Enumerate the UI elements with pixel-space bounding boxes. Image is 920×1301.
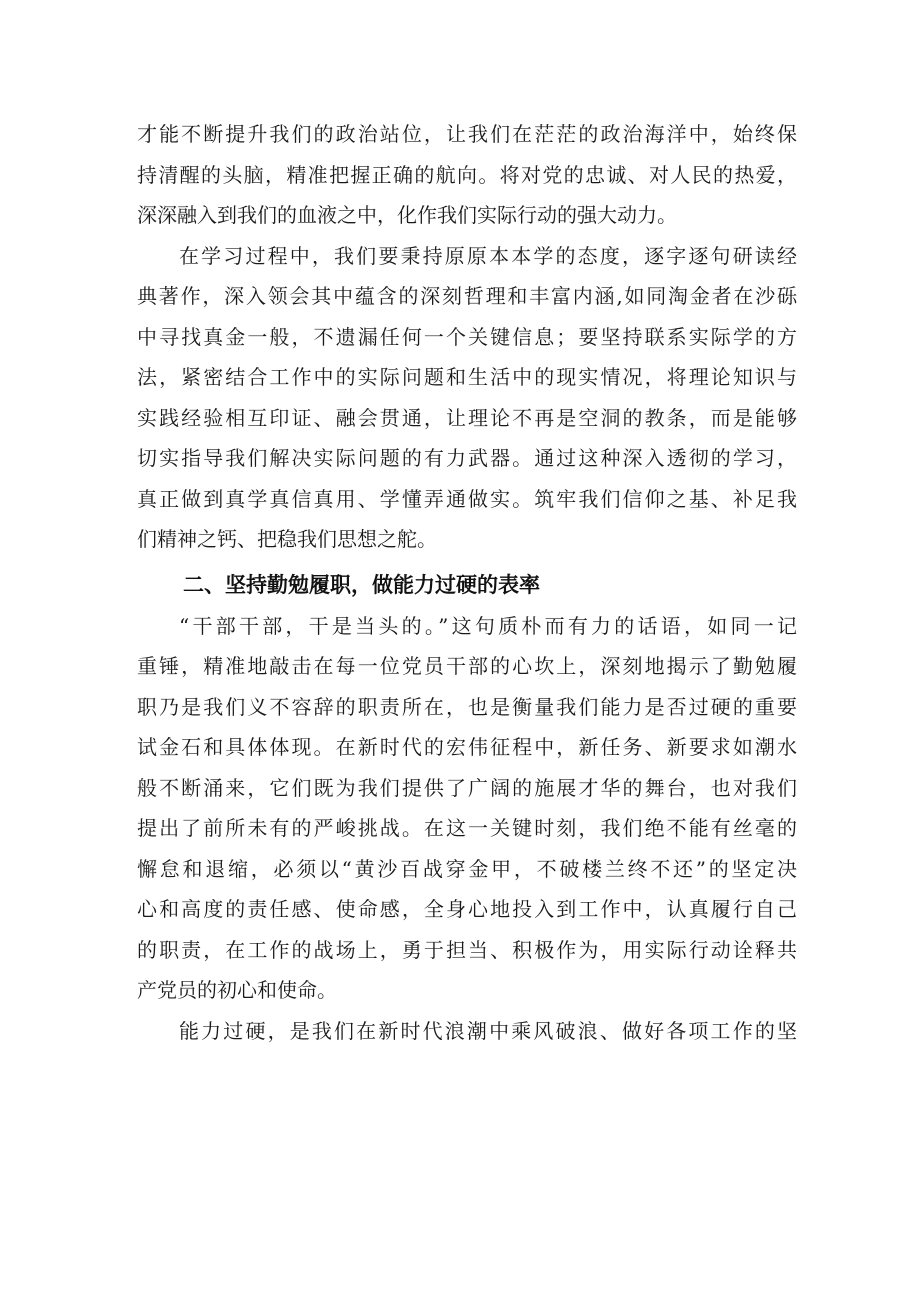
text-line: 深深融入到我们的血液之中，化作我们实际行动的强大动力。 bbox=[137, 203, 677, 227]
text-line: 的职责，在工作的战场上，勇于担当、积极作为，用实际行动诠释共 bbox=[137, 937, 797, 962]
paragraph bbox=[137, 114, 797, 236]
text-line: 切实指导我们解决实际问题的有力武器。通过这种深入透彻的学习， bbox=[137, 446, 797, 470]
paragraph bbox=[137, 236, 797, 560]
section-heading: 二、坚持勤勉履职，做能力过硬的表率 bbox=[183, 572, 540, 597]
paragraph bbox=[137, 1011, 797, 1052]
text-line: 般不断涌来，它们既为我们提供了广阔的施展才华的舞台，也对我们 bbox=[137, 775, 797, 800]
text-line: 试金石和具体体现。在新时代的宏伟征程中，新任务、新要求如潮水 bbox=[137, 735, 797, 759]
text-line: 在学习过程中，我们要秉持原原本本学的态度，逐字逐句研读经 bbox=[179, 243, 797, 268]
text-line: 重锤，精准地敲击在每一位党员干部的心坎上，深刻地揭示了勤勉履 bbox=[137, 654, 797, 678]
text-line: 真正做到真学真信真用、学懂弄通做实。筑牢我们信仰之基、补足我 bbox=[137, 486, 797, 511]
text-line: 提出了前所未有的严峻挑战。在这一关键时刻，我们绝不能有丝毫的 bbox=[137, 816, 797, 840]
text-line: 们精神之钙、把稳我们思想之舵。 bbox=[137, 527, 437, 551]
text-line: 实践经验相互印证、融会贯通，让理论不再是空洞的教条，而是能够 bbox=[137, 405, 797, 430]
document-body bbox=[137, 114, 797, 1051]
text-line: 职乃是我们义不容辞的职责所在，也是衡量我们能力是否过硬的重要 bbox=[137, 694, 797, 719]
paragraph bbox=[137, 606, 797, 1011]
text-line: 懈怠和退缩，必须以“黄沙百战穿金甲，不破楼兰终不还”的坚定决 bbox=[137, 856, 797, 881]
text-line: 能力过硬，是我们在新时代浪潮中乘风破浪、做好各项工作的坚 bbox=[179, 1018, 797, 1043]
text-line: 中寻找真金一般，不遗漏任何一个关键信息；要坚持联系实际学的方 bbox=[137, 324, 797, 349]
text-line: 产党员的初心和使命。 bbox=[137, 978, 337, 1002]
text-line: 持清醒的头脑，精准把握正确的航向。将对党的忠诚、对人民的热爱， bbox=[137, 162, 797, 187]
text-line: 才能不断提升我们的政治站位，让我们在茫茫的政治海洋中，始终保 bbox=[137, 122, 797, 146]
text-line: “干部干部，干是当头的。”这句质朴而有力的话语，如同一记 bbox=[179, 613, 797, 638]
text-line: 心和高度的责任感、使命感，全身心地投入到工作中，认真履行自己 bbox=[137, 897, 797, 921]
text-line: 法，紧密结合工作中的实际问题和生活中的现实情况，将理论知识与 bbox=[137, 365, 797, 389]
text-line: 典著作，深入领会其中蕴含的深刻哲理和丰富内涵,如同淘金者在沙砾 bbox=[137, 284, 797, 308]
